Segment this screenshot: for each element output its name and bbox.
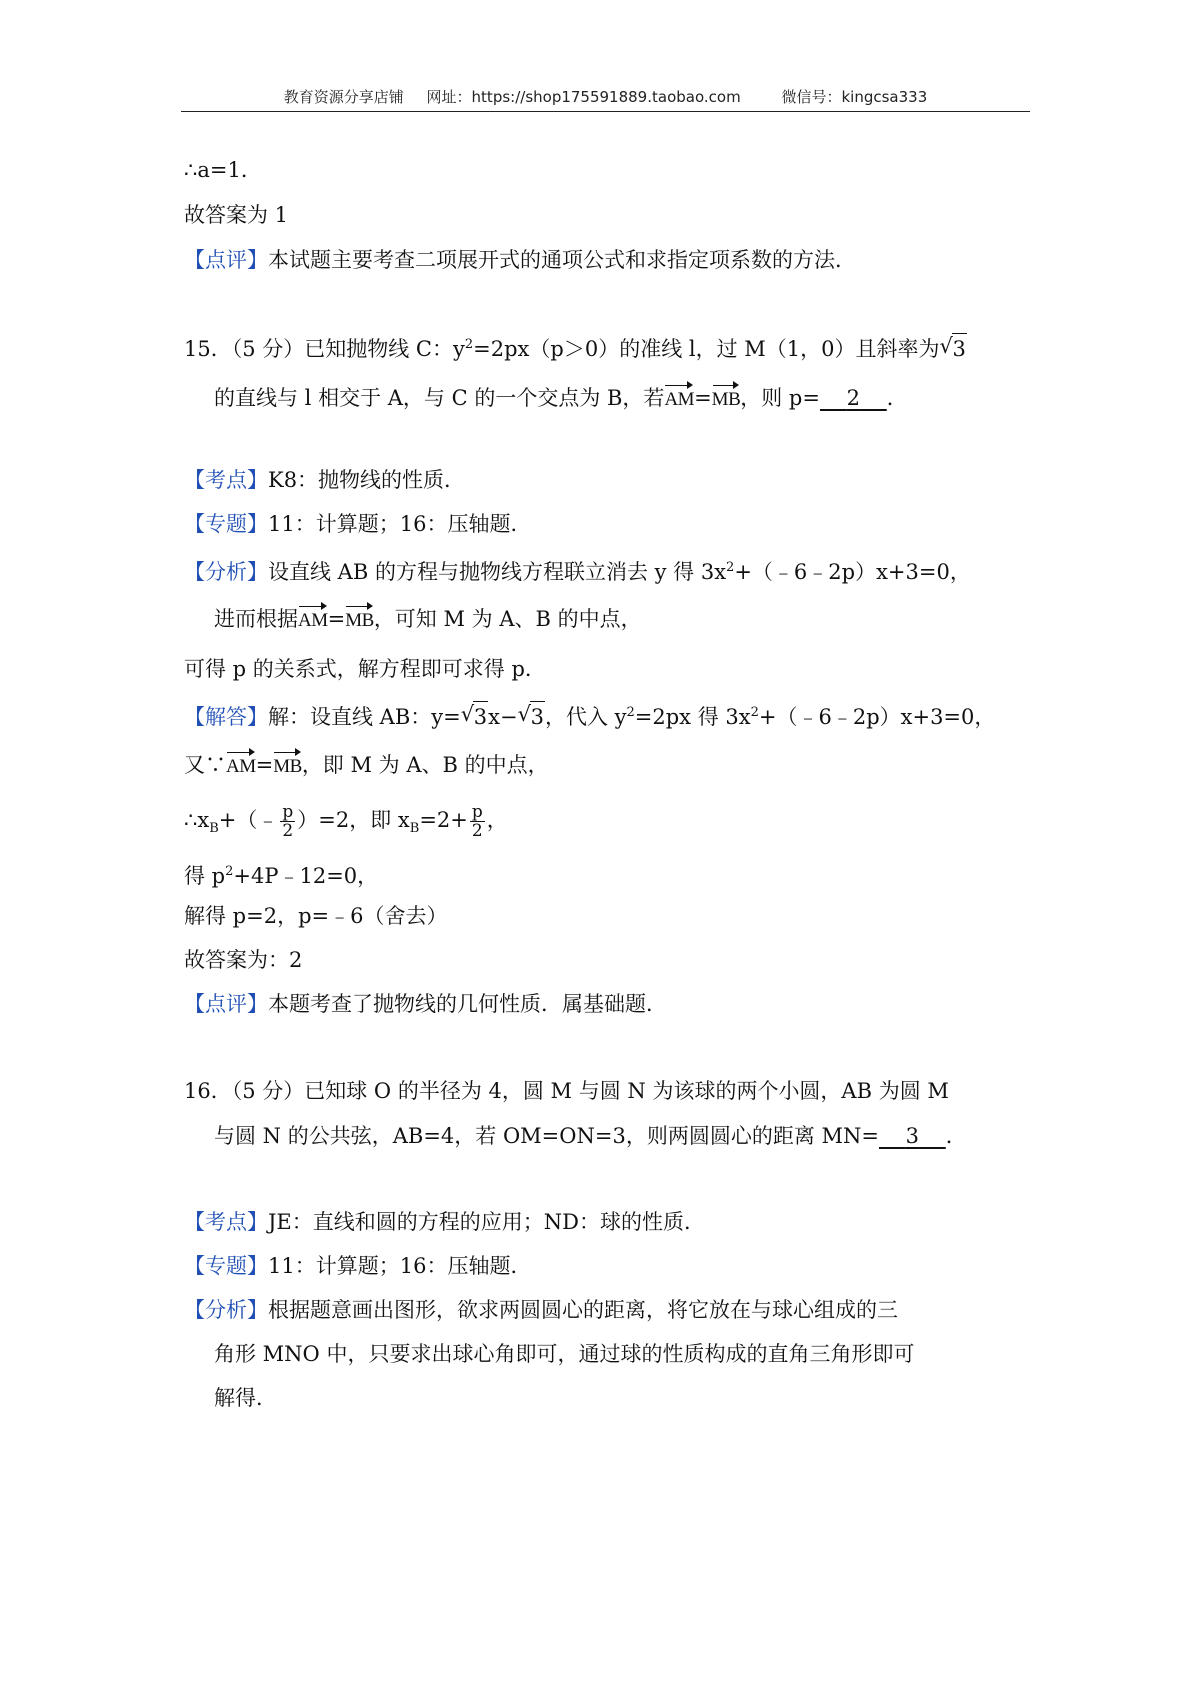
sqrt-symbol: √ 3	[518, 701, 545, 732]
kaodian-line-15: 【考点】K8：抛物线的性质．	[184, 468, 466, 492]
wechat-label: 微信号：	[781, 88, 842, 106]
question-15-line-2: 的直线与 l 相交于 A，与 C 的一个交点为 B，若AM=MB，则 p= 2 ．	[214, 383, 908, 415]
comment-line: 【点评】本试题主要考查二项展开式的通项公式和求指定项系数的方法．	[184, 248, 856, 272]
zhuanti-line-16: 【专题】11：计算题；16：压轴题．	[184, 1254, 532, 1278]
fenxi-line-15-3: 可得 p 的关系式，解方程即可求得 p．	[184, 657, 546, 681]
jieda-line-3: $\therefore x_B+(﹣$ $\frac{p}{2}$ ）=2，即 $x_B=2+$ $\frac{p}{2}$ ，	[184, 802, 508, 841]
fenxi-line-16-3: 解得．	[214, 1386, 277, 1410]
vector-mb: MB	[712, 385, 741, 415]
site-url[interactable]: https://shop175591889.taobao.com	[471, 88, 741, 106]
fraction-p-over-2: $\frac{p}{2}$	[282, 802, 294, 841]
sqrt-symbol: √ 3	[940, 333, 967, 364]
jieda-line-4: 得 $p^2+4P﹣12=0$，	[184, 864, 379, 888]
section-tag: 【点评】	[184, 248, 268, 272]
shop-name: 教育资源分享店铺	[283, 88, 404, 106]
jieda-line-2: 又∵AM=MB，即 M 为 A、B 的中点，	[184, 750, 549, 782]
vector-am: AM	[226, 752, 256, 782]
site-label: 网址：	[426, 88, 472, 106]
wechat-id: kingcsa333	[841, 88, 928, 106]
dianping-line-15: 【点评】本题考查了抛物线的几何性质．属基础题．	[184, 992, 667, 1016]
vector-am: AM	[298, 606, 328, 636]
question-16-line-1: 16．（5 分）已知球 O 的半径为 4，圆 M 与圆 N 为该球的两个小圆，AB 为圆 M	[184, 1079, 949, 1103]
vector-mb: MB	[273, 752, 302, 782]
jieda-line-5: 解得 p=2，p=﹣6（舍去）	[184, 904, 448, 928]
fenxi-line-15-1: 【分析】设直线 AB 的方程与抛物线方程联立消去 y 得 $3x^2+(﹣6﹣2p)x+3=0$，	[184, 560, 971, 584]
answer-blank-15: 2	[846, 386, 861, 410]
vector-mb: MB	[345, 606, 374, 636]
fraction-p-over-2: $\frac{p}{2}$	[471, 802, 483, 841]
text-line: ∴a=1．	[184, 158, 262, 182]
kaodian-line-16: 【考点】JE：直线和圆的方程的应用；ND：球的性质．	[184, 1210, 705, 1234]
zhuanti-line-15: 【专题】11：计算题；16：压轴题．	[184, 512, 532, 536]
question-16-line-2: 与圆 N 的公共弦，AB=4，若 OM=ON=3，则两圆圆心的距离 MN= 3 ．	[214, 1121, 967, 1151]
fenxi-line-15-2: 进而根据AM=MB，可知 M 为 A、B 的中点，	[214, 604, 642, 636]
fenxi-line-16-2: 角形 MNO 中，只要求出球心角即可，通过球的性质构成的直角三角形即可	[214, 1342, 915, 1366]
fenxi-line-16-1: 【分析】根据题意画出图形，欲求两圆圆心的距离，将它放在与球心组成的三	[184, 1298, 898, 1322]
answer-blank-16: 3	[905, 1124, 920, 1148]
question-15-line-1: 15．（5 分）已知抛物线 C：$y^2=2px(p>0)$的准线 l，过 M（1，0）且斜率为√ 3	[184, 330, 967, 364]
text-line: 故答案为 1	[184, 203, 289, 227]
page-header	[181, 86, 1030, 112]
vector-am: AM	[664, 385, 694, 415]
header-divider	[181, 111, 1030, 112]
jieda-line-1: 【解答】解：设直线 AB：y=√ 3x−√ 3，代入 $y^2=2px$ 得 $3x^2+(﹣6﹣2p)x+3=0$，	[184, 698, 995, 732]
sqrt-symbol: √ 3	[461, 701, 488, 732]
answer-line-15: 故答案为：2	[184, 948, 303, 972]
